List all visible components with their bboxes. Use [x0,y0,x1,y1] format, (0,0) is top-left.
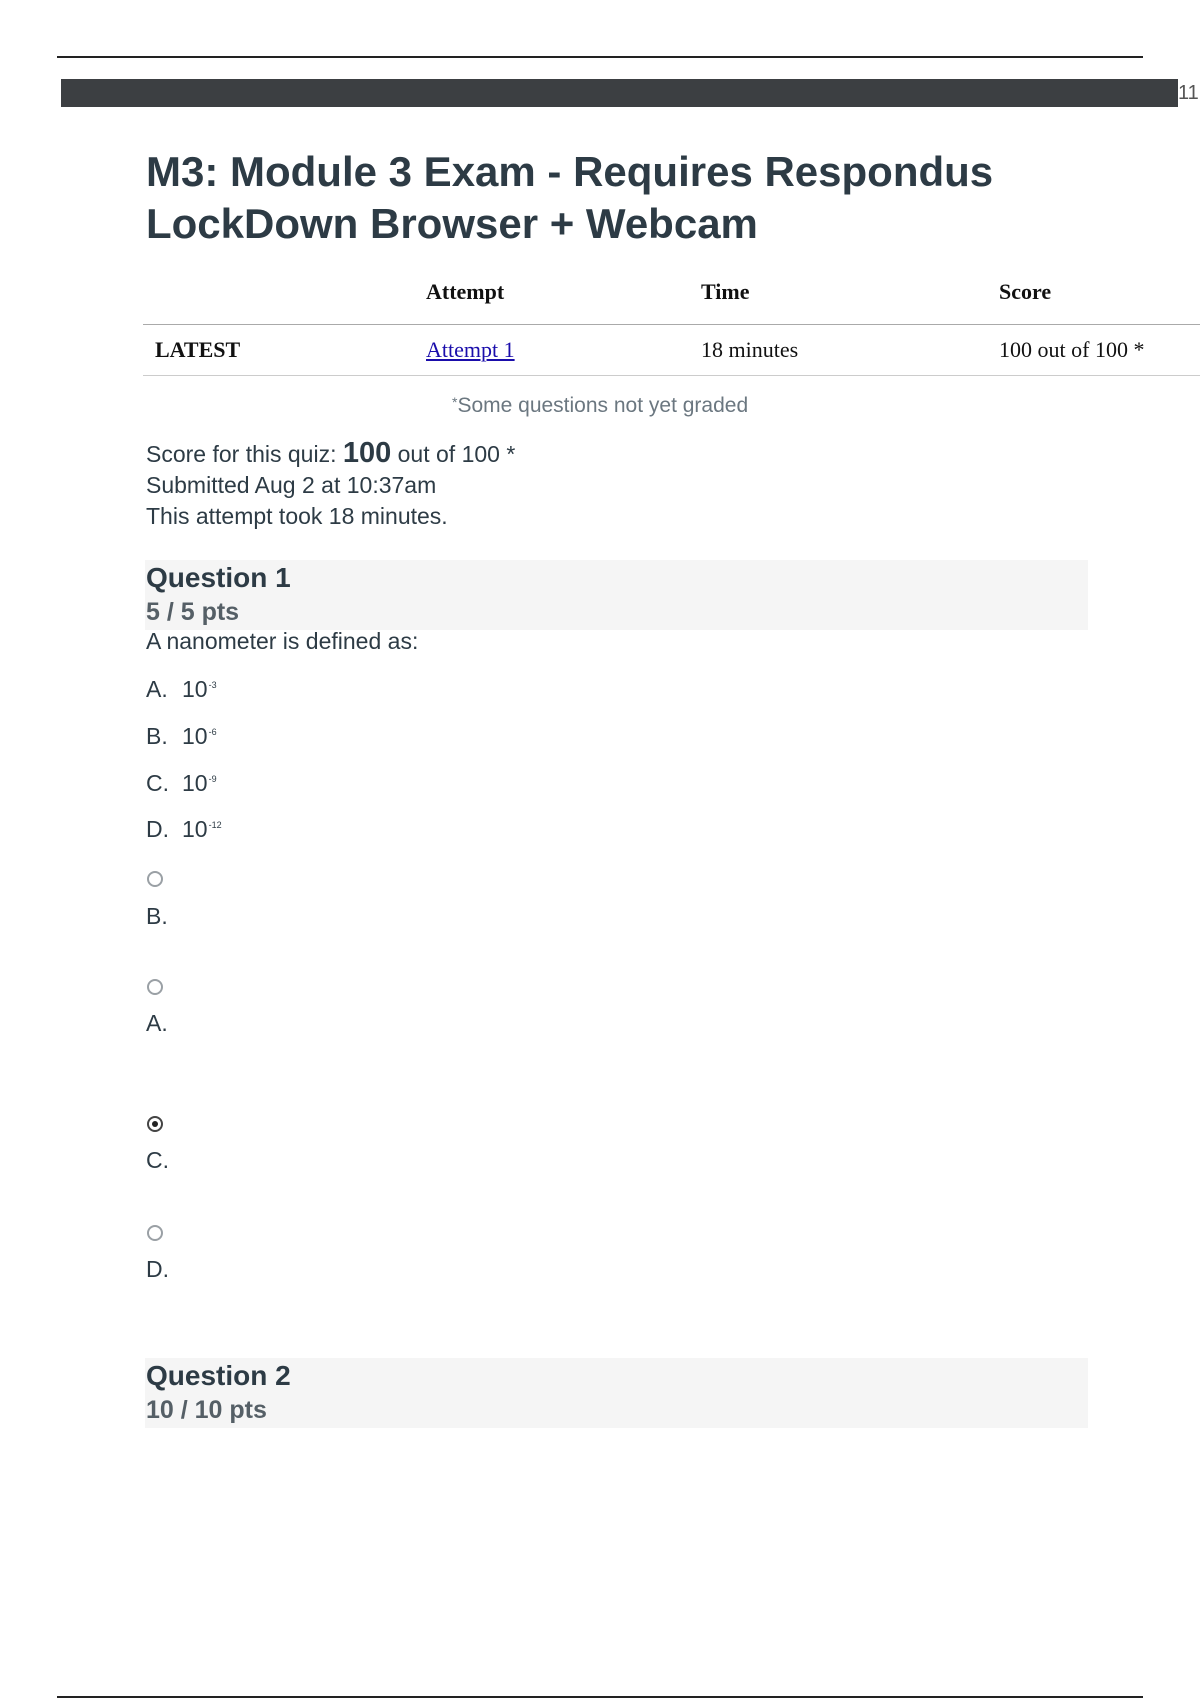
attempt-time: 18 minutes [701,337,799,362]
question-title: Question 1 [146,562,291,593]
attempts-table [143,270,1200,376]
option-base: 10 [182,816,208,842]
question-text: A nanometer is defined as: [146,628,419,654]
attempt-link[interactable]: Attempt 1 [426,337,515,362]
attempt-status: LATEST [155,337,241,362]
score-prefix: Score for this quiz: [146,441,343,467]
option-exponent: -3 [208,680,217,690]
option-exponent: -6 [208,727,217,737]
question-2-header [145,1358,1088,1428]
answer-label: B. [146,903,168,929]
option-line-b [146,723,217,750]
grading-note [452,394,748,418]
page-number: 11 [1178,82,1199,104]
quiz-score-line [146,438,515,470]
question-title: Question 2 [146,1360,291,1391]
grading-note-text: Some questions not yet graded [457,394,749,417]
attempt-score: 100 out of 100 * [999,337,1145,362]
question-1-header [145,560,1088,630]
option-line-a [146,676,217,703]
answer-label: D. [146,1256,169,1282]
answer-label: C. [146,1147,169,1173]
question-points: 10 / 10 pts [146,1396,267,1424]
footnote-star: * [452,394,458,410]
quiz-summary [146,438,515,532]
answer-radio-c[interactable] [147,1116,163,1132]
top-rule [57,56,1143,58]
answer-radio-d[interactable] [147,1225,163,1241]
page-title: M3: Module 3 Exam - Requires Respondus LockDown Browser + Webcam [146,148,994,247]
option-letter: D. [146,816,169,842]
option-letter: C. [146,770,169,796]
option-line-c [146,770,217,797]
score-value: 100 [342,437,392,469]
column-header-score: Score [999,279,1052,304]
option-exponent: -12 [208,820,222,830]
answer-radio-b[interactable] [147,871,163,887]
score-suffix: out of 100 * [391,441,516,467]
option-letter: B. [146,723,168,749]
answer-label: A. [146,1010,168,1036]
bottom-rule [57,1696,1143,1698]
submitted-time: Submitted Aug 2 at 10:37am [146,472,437,498]
table-row [143,325,1200,376]
option-line-d [146,816,222,843]
answer-radio-a[interactable] [147,979,163,995]
column-header-attempt: Attempt [426,279,505,304]
column-header-time: Time [701,279,750,304]
attempts-table-header [143,270,1200,325]
option-base: 10 [182,770,208,796]
option-base: 10 [182,676,208,702]
option-letter: A. [146,676,168,702]
option-base: 10 [182,723,208,749]
question-points: 5 / 5 pts [146,598,240,626]
attempt-duration: This attempt took 18 minutes. [146,503,448,529]
option-exponent: -9 [208,774,217,784]
header-bar [61,79,1178,107]
